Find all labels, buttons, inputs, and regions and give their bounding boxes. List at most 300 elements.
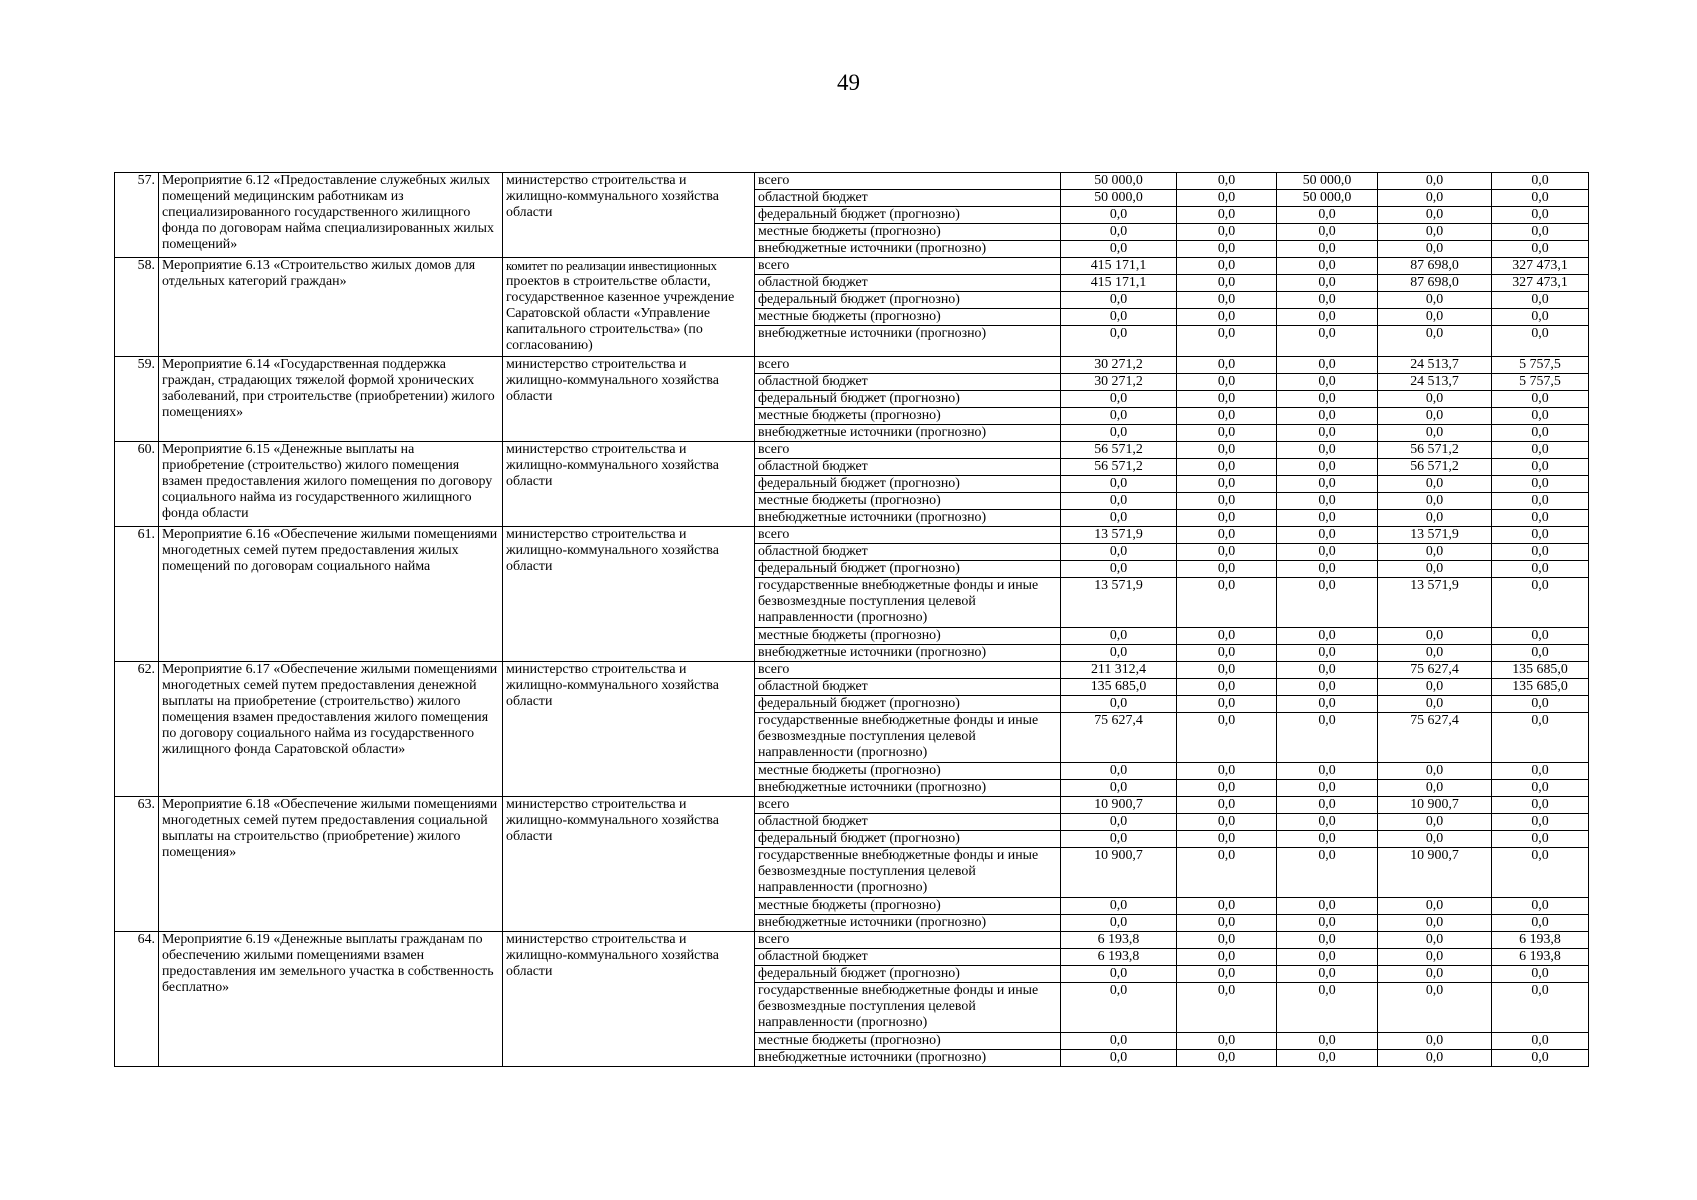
amount-cell: 0,0 — [1492, 713, 1589, 763]
amount-cell: 0,0 — [1277, 510, 1378, 527]
amount-cell: 13 571,9 — [1378, 578, 1492, 628]
amount-cell: 0,0 — [1492, 442, 1589, 459]
amount-cell: 327 473,1 — [1492, 275, 1589, 292]
amount-cell: 0,0 — [1177, 493, 1277, 510]
amount-cell: 0,0 — [1177, 326, 1277, 357]
amount-cell: 10 900,7 — [1378, 797, 1492, 814]
amount-cell: 0,0 — [1061, 561, 1177, 578]
amount-cell: 0,0 — [1061, 814, 1177, 831]
amount-cell: 0,0 — [1177, 408, 1277, 425]
executor-cell — [503, 173, 755, 258]
amount-cell: 211 312,4 — [1061, 662, 1177, 679]
amount-cell: 0,0 — [1177, 797, 1277, 814]
amount-cell: 0,0 — [1177, 1050, 1277, 1067]
amount-cell: 10 900,7 — [1378, 848, 1492, 898]
amount-cell: 50 000,0 — [1061, 173, 1177, 190]
program-activities-table — [114, 172, 1589, 1067]
amount-cell: 0,0 — [1378, 224, 1492, 241]
funding-source: государственные внебюджетные фонды и иные безвозмездные поступления целевой направленности (прогнозно) — [755, 713, 1061, 763]
amount-cell: 30 271,2 — [1061, 374, 1177, 391]
amount-cell: 6 193,8 — [1061, 932, 1177, 949]
amount-cell: 0,0 — [1378, 510, 1492, 527]
amount-cell: 0,0 — [1177, 309, 1277, 326]
amount-cell: 0,0 — [1492, 510, 1589, 527]
amount-cell: 0,0 — [1378, 696, 1492, 713]
amount-cell: 0,0 — [1277, 983, 1378, 1033]
amount-cell: 0,0 — [1378, 425, 1492, 442]
page-number: 49 — [837, 70, 860, 95]
amount-cell: 0,0 — [1177, 831, 1277, 848]
amount-cell: 0,0 — [1277, 814, 1378, 831]
amount-cell: 0,0 — [1277, 207, 1378, 224]
table-row — [115, 357, 1589, 374]
amount-cell: 0,0 — [1177, 848, 1277, 898]
amount-cell: 0,0 — [1177, 932, 1277, 949]
activity-name: Мероприятие 6.17 «Обеспечение жилыми помещениями многодетных семей путем предоставления денежной выплаты на приобретение (строительство) жилого помещения взамен предоставления жилого помещения по договору социального найма из государственного жилищного фонда Саратовской области» — [159, 662, 503, 797]
executor-text: проектов в строительстве области, государственное казенное учреждение Саратовской области «Управление капитального строительства» (по согласованию) — [506, 274, 735, 353]
funding-source: областной бюджет — [755, 679, 1061, 696]
amount-cell: 135 685,0 — [1492, 679, 1589, 696]
funding-source: внебюджетные источники (прогнозно) — [755, 425, 1061, 442]
amount-cell: 56 571,2 — [1378, 459, 1492, 476]
amount-cell: 0,0 — [1177, 814, 1277, 831]
amount-cell: 0,0 — [1378, 966, 1492, 983]
amount-cell: 0,0 — [1378, 292, 1492, 309]
amount-cell: 0,0 — [1492, 391, 1589, 408]
amount-cell: 0,0 — [1277, 797, 1378, 814]
amount-cell: 0,0 — [1492, 1033, 1589, 1050]
amount-cell: 0,0 — [1277, 374, 1378, 391]
amount-cell: 0,0 — [1277, 780, 1378, 797]
table-body — [115, 173, 1589, 1067]
amount-cell: 0,0 — [1492, 831, 1589, 848]
amount-cell: 0,0 — [1378, 391, 1492, 408]
funding-source: федеральный бюджет (прогнозно) — [755, 391, 1061, 408]
amount-cell: 13 571,9 — [1378, 527, 1492, 544]
funding-source: всего — [755, 527, 1061, 544]
funding-source: областной бюджет — [755, 459, 1061, 476]
amount-cell: 0,0 — [1492, 915, 1589, 932]
amount-cell: 75 627,4 — [1378, 713, 1492, 763]
amount-cell: 0,0 — [1061, 391, 1177, 408]
amount-cell: 0,0 — [1492, 241, 1589, 258]
row-number: 57. — [115, 173, 159, 258]
funding-source: всего — [755, 932, 1061, 949]
amount-cell: 0,0 — [1061, 763, 1177, 780]
funding-source: государственные внебюджетные фонды и иные безвозмездные поступления целевой направленности (прогнозно) — [755, 983, 1061, 1033]
executor-text: министерство строительства и жилищно-коммунального хозяйства области — [506, 442, 719, 489]
amount-cell: 0,0 — [1378, 983, 1492, 1033]
amount-cell: 0,0 — [1061, 645, 1177, 662]
amount-cell: 0,0 — [1378, 780, 1492, 797]
amount-cell: 0,0 — [1492, 578, 1589, 628]
funding-source: всего — [755, 442, 1061, 459]
amount-cell: 0,0 — [1277, 408, 1378, 425]
row-number: 58. — [115, 258, 159, 357]
funding-source: государственные внебюджетные фонды и иные безвозмездные поступления целевой направленности (прогнозно) — [755, 578, 1061, 628]
amount-cell: 0,0 — [1061, 628, 1177, 645]
amount-cell: 0,0 — [1177, 983, 1277, 1033]
amount-cell: 0,0 — [1277, 763, 1378, 780]
amount-cell: 0,0 — [1277, 578, 1378, 628]
executor-cell — [503, 527, 755, 662]
funding-source: местные бюджеты (прогнозно) — [755, 628, 1061, 645]
amount-cell: 0,0 — [1378, 763, 1492, 780]
amount-cell: 0,0 — [1378, 831, 1492, 848]
funding-source: федеральный бюджет (прогнозно) — [755, 292, 1061, 309]
amount-cell: 0,0 — [1277, 831, 1378, 848]
amount-cell: 0,0 — [1277, 898, 1378, 915]
amount-cell: 0,0 — [1378, 207, 1492, 224]
amount-cell: 0,0 — [1492, 628, 1589, 645]
amount-cell: 56 571,2 — [1061, 442, 1177, 459]
amount-cell: 0,0 — [1492, 848, 1589, 898]
amount-cell: 30 271,2 — [1061, 357, 1177, 374]
amount-cell: 50 000,0 — [1277, 173, 1378, 190]
amount-cell: 50 000,0 — [1061, 190, 1177, 207]
amount-cell: 0,0 — [1378, 679, 1492, 696]
amount-cell: 13 571,9 — [1061, 527, 1177, 544]
funding-source: внебюджетные источники (прогнозно) — [755, 915, 1061, 932]
executor-cell — [503, 442, 755, 527]
amount-cell: 0,0 — [1492, 696, 1589, 713]
amount-cell: 0,0 — [1378, 309, 1492, 326]
amount-cell: 0,0 — [1492, 983, 1589, 1033]
amount-cell: 0,0 — [1277, 949, 1378, 966]
amount-cell: 0,0 — [1492, 527, 1589, 544]
amount-cell: 0,0 — [1378, 932, 1492, 949]
amount-cell: 0,0 — [1492, 544, 1589, 561]
amount-cell: 0,0 — [1277, 241, 1378, 258]
amount-cell: 0,0 — [1277, 696, 1378, 713]
amount-cell: 0,0 — [1061, 309, 1177, 326]
funding-source: местные бюджеты (прогнозно) — [755, 898, 1061, 915]
funding-source: областной бюджет — [755, 190, 1061, 207]
funding-source: областной бюджет — [755, 275, 1061, 292]
amount-cell: 0,0 — [1378, 915, 1492, 932]
amount-cell: 415 171,1 — [1061, 275, 1177, 292]
amount-cell: 0,0 — [1177, 442, 1277, 459]
amount-cell: 0,0 — [1378, 898, 1492, 915]
amount-cell: 0,0 — [1061, 425, 1177, 442]
funding-source: областной бюджет — [755, 949, 1061, 966]
amount-cell: 5 757,5 — [1492, 374, 1589, 391]
amount-cell: 0,0 — [1277, 442, 1378, 459]
row-number: 60. — [115, 442, 159, 527]
executor-cell — [503, 797, 755, 932]
executor-text: министерство строительства и жилищно-коммунального хозяйства области — [506, 173, 719, 220]
funding-source: местные бюджеты (прогнозно) — [755, 309, 1061, 326]
amount-cell: 0,0 — [1177, 224, 1277, 241]
amount-cell: 0,0 — [1177, 561, 1277, 578]
amount-cell: 0,0 — [1277, 966, 1378, 983]
amount-cell: 0,0 — [1277, 275, 1378, 292]
amount-cell: 0,0 — [1061, 510, 1177, 527]
amount-cell: 0,0 — [1177, 1033, 1277, 1050]
executor-text: министерство строительства и жилищно-коммунального хозяйства области — [506, 662, 719, 709]
executor-cell — [503, 258, 755, 357]
amount-cell: 0,0 — [1061, 780, 1177, 797]
amount-cell: 415 171,1 — [1061, 258, 1177, 275]
funding-source: местные бюджеты (прогнозно) — [755, 493, 1061, 510]
amount-cell: 0,0 — [1378, 1033, 1492, 1050]
table-row — [115, 797, 1589, 814]
table-row — [115, 442, 1589, 459]
amount-cell: 0,0 — [1277, 476, 1378, 493]
funding-source: всего — [755, 258, 1061, 275]
amount-cell: 0,0 — [1177, 966, 1277, 983]
amount-cell: 6 193,8 — [1492, 932, 1589, 949]
amount-cell: 6 193,8 — [1492, 949, 1589, 966]
amount-cell: 0,0 — [1177, 357, 1277, 374]
amount-cell: 0,0 — [1061, 476, 1177, 493]
amount-cell: 0,0 — [1277, 544, 1378, 561]
amount-cell: 87 698,0 — [1378, 258, 1492, 275]
amount-cell: 0,0 — [1492, 797, 1589, 814]
funding-source: областной бюджет — [755, 814, 1061, 831]
funding-source: местные бюджеты (прогнозно) — [755, 408, 1061, 425]
amount-cell: 0,0 — [1378, 628, 1492, 645]
amount-cell: 0,0 — [1177, 645, 1277, 662]
amount-cell: 0,0 — [1277, 309, 1378, 326]
amount-cell: 0,0 — [1177, 713, 1277, 763]
amount-cell: 0,0 — [1177, 425, 1277, 442]
amount-cell: 0,0 — [1492, 561, 1589, 578]
amount-cell: 0,0 — [1492, 224, 1589, 241]
amount-cell: 24 513,7 — [1378, 374, 1492, 391]
activity-name: Мероприятие 6.13 «Строительство жилых домов для отдельных категорий граждан» — [159, 258, 503, 357]
amount-cell: 0,0 — [1492, 459, 1589, 476]
table-row — [115, 527, 1589, 544]
amount-cell: 0,0 — [1177, 527, 1277, 544]
amount-cell: 0,0 — [1492, 292, 1589, 309]
amount-cell: 0,0 — [1061, 898, 1177, 915]
amount-cell: 0,0 — [1277, 459, 1378, 476]
amount-cell: 0,0 — [1061, 544, 1177, 561]
amount-cell: 0,0 — [1177, 780, 1277, 797]
amount-cell: 0,0 — [1492, 814, 1589, 831]
funding-source: местные бюджеты (прогнозно) — [755, 763, 1061, 780]
executor-cell — [503, 357, 755, 442]
amount-cell: 0,0 — [1177, 275, 1277, 292]
executor-cell — [503, 932, 755, 1067]
amount-cell: 0,0 — [1378, 326, 1492, 357]
amount-cell: 0,0 — [1492, 966, 1589, 983]
funding-source: всего — [755, 357, 1061, 374]
amount-cell: 0,0 — [1277, 713, 1378, 763]
amount-cell: 0,0 — [1492, 408, 1589, 425]
amount-cell: 0,0 — [1378, 949, 1492, 966]
table-row — [115, 173, 1589, 190]
amount-cell: 0,0 — [1177, 662, 1277, 679]
amount-cell: 0,0 — [1177, 578, 1277, 628]
amount-cell: 0,0 — [1061, 1033, 1177, 1050]
amount-cell: 0,0 — [1277, 848, 1378, 898]
amount-cell: 0,0 — [1492, 763, 1589, 780]
amount-cell: 0,0 — [1378, 544, 1492, 561]
amount-cell: 75 627,4 — [1378, 662, 1492, 679]
amount-cell: 0,0 — [1061, 696, 1177, 713]
executor-first-line: комитет по реализации инвестиционных — [506, 259, 717, 273]
amount-cell: 0,0 — [1061, 493, 1177, 510]
amount-cell: 0,0 — [1277, 493, 1378, 510]
amount-cell: 0,0 — [1378, 561, 1492, 578]
funding-source: государственные внебюджетные фонды и иные безвозмездные поступления целевой направленности (прогнозно) — [755, 848, 1061, 898]
amount-cell: 135 685,0 — [1061, 679, 1177, 696]
amount-cell: 0,0 — [1492, 898, 1589, 915]
amount-cell: 0,0 — [1061, 966, 1177, 983]
amount-cell: 0,0 — [1177, 915, 1277, 932]
row-number: 62. — [115, 662, 159, 797]
amount-cell: 0,0 — [1061, 915, 1177, 932]
amount-cell: 0,0 — [1492, 190, 1589, 207]
amount-cell: 0,0 — [1492, 326, 1589, 357]
activity-name: Мероприятие 6.18 «Обеспечение жилыми помещениями многодетных семей путем предоставления социальной выплаты на строительство (приобретение) жилого помещения» — [159, 797, 503, 932]
amount-cell: 0,0 — [1492, 476, 1589, 493]
amount-cell: 0,0 — [1277, 326, 1378, 357]
amount-cell: 0,0 — [1061, 1050, 1177, 1067]
amount-cell: 0,0 — [1177, 258, 1277, 275]
amount-cell: 0,0 — [1061, 326, 1177, 357]
amount-cell: 0,0 — [1492, 207, 1589, 224]
amount-cell: 0,0 — [1277, 527, 1378, 544]
funding-source: всего — [755, 797, 1061, 814]
amount-cell: 0,0 — [1277, 932, 1378, 949]
amount-cell: 0,0 — [1177, 374, 1277, 391]
amount-cell: 87 698,0 — [1378, 275, 1492, 292]
amount-cell: 0,0 — [1177, 628, 1277, 645]
amount-cell: 0,0 — [1277, 258, 1378, 275]
amount-cell: 0,0 — [1277, 224, 1378, 241]
amount-cell: 0,0 — [1277, 357, 1378, 374]
amount-cell: 327 473,1 — [1492, 258, 1589, 275]
funding-source: федеральный бюджет (прогнозно) — [755, 207, 1061, 224]
row-number: 59. — [115, 357, 159, 442]
amount-cell: 24 513,7 — [1378, 357, 1492, 374]
amount-cell: 0,0 — [1277, 915, 1378, 932]
amount-cell: 0,0 — [1378, 493, 1492, 510]
amount-cell: 0,0 — [1061, 207, 1177, 224]
amount-cell: 0,0 — [1061, 983, 1177, 1033]
amount-cell: 0,0 — [1061, 292, 1177, 309]
executor-text: министерство строительства и жилищно-коммунального хозяйства области — [506, 797, 719, 844]
amount-cell: 0,0 — [1061, 224, 1177, 241]
amount-cell: 0,0 — [1277, 561, 1378, 578]
amount-cell: 0,0 — [1492, 493, 1589, 510]
activity-name: Мероприятие 6.12 «Предоставление служебных жилых помещений медицинским работникам из специализированного государственного жилищного фонда по договорам найма специализированных жилых помещений» — [159, 173, 503, 258]
table-row — [115, 258, 1589, 275]
row-number: 63. — [115, 797, 159, 932]
amount-cell: 0,0 — [1177, 391, 1277, 408]
funding-source: местные бюджеты (прогнозно) — [755, 224, 1061, 241]
funding-source: федеральный бюджет (прогнозно) — [755, 476, 1061, 493]
funding-source: областной бюджет — [755, 544, 1061, 561]
amount-cell: 0,0 — [1378, 814, 1492, 831]
funding-source: областной бюджет — [755, 374, 1061, 391]
amount-cell: 75 627,4 — [1061, 713, 1177, 763]
amount-cell: 0,0 — [1277, 662, 1378, 679]
amount-cell: 0,0 — [1277, 292, 1378, 309]
amount-cell: 0,0 — [1061, 408, 1177, 425]
amount-cell: 0,0 — [1492, 780, 1589, 797]
funding-source: внебюджетные источники (прогнозно) — [755, 510, 1061, 527]
amount-cell: 0,0 — [1277, 645, 1378, 662]
amount-cell: 0,0 — [1177, 207, 1277, 224]
amount-cell: 0,0 — [1277, 1033, 1378, 1050]
funding-source: внебюджетные источники (прогнозно) — [755, 780, 1061, 797]
activity-name: Мероприятие 6.14 «Государственная поддержка граждан, страдающих тяжелой формой хронических заболеваний, при строительстве (приобретении) жилого помещениях» — [159, 357, 503, 442]
amount-cell: 0,0 — [1492, 1050, 1589, 1067]
funding-source: федеральный бюджет (прогнозно) — [755, 831, 1061, 848]
amount-cell: 0,0 — [1492, 425, 1589, 442]
amount-cell: 0,0 — [1177, 949, 1277, 966]
table-row — [115, 662, 1589, 679]
amount-cell: 0,0 — [1378, 476, 1492, 493]
amount-cell: 56 571,2 — [1061, 459, 1177, 476]
amount-cell: 0,0 — [1061, 831, 1177, 848]
amount-cell: 0,0 — [1177, 241, 1277, 258]
activity-name: Мероприятие 6.16 «Обеспечение жилыми помещениями многодетных семей путем предоставления жилых помещений по договорам социального найма — [159, 527, 503, 662]
funding-source: федеральный бюджет (прогнозно) — [755, 966, 1061, 983]
amount-cell: 0,0 — [1277, 425, 1378, 442]
executor-text: министерство строительства и жилищно-коммунального хозяйства области — [506, 932, 719, 979]
amount-cell: 0,0 — [1277, 391, 1378, 408]
funding-source: федеральный бюджет (прогнозно) — [755, 696, 1061, 713]
amount-cell: 0,0 — [1177, 898, 1277, 915]
funding-source: федеральный бюджет (прогнозно) — [755, 561, 1061, 578]
amount-cell: 56 571,2 — [1378, 442, 1492, 459]
executor-cell — [503, 662, 755, 797]
executor-text: министерство строительства и жилищно-коммунального хозяйства области — [506, 357, 719, 404]
amount-cell: 0,0 — [1177, 476, 1277, 493]
amount-cell: 0,0 — [1492, 173, 1589, 190]
amount-cell: 0,0 — [1177, 679, 1277, 696]
amount-cell: 0,0 — [1061, 241, 1177, 258]
funding-source: внебюджетные источники (прогнозно) — [755, 645, 1061, 662]
amount-cell: 0,0 — [1378, 241, 1492, 258]
funding-source: всего — [755, 173, 1061, 190]
amount-cell: 0,0 — [1378, 1050, 1492, 1067]
funding-source: всего — [755, 662, 1061, 679]
funding-source: внебюджетные источники (прогнозно) — [755, 241, 1061, 258]
executor-text: министерство строительства и жилищно-коммунального хозяйства области — [506, 527, 719, 574]
amount-cell: 135 685,0 — [1492, 662, 1589, 679]
amount-cell: 0,0 — [1378, 190, 1492, 207]
amount-cell: 13 571,9 — [1061, 578, 1177, 628]
funding-source: местные бюджеты (прогнозно) — [755, 1033, 1061, 1050]
activity-name: Мероприятие 6.19 «Денежные выплаты гражданам по обеспечению жилыми помещениями взамен предоставления им земельного участка в собственность бесплатно» — [159, 932, 503, 1067]
amount-cell: 0,0 — [1177, 696, 1277, 713]
amount-cell: 0,0 — [1177, 190, 1277, 207]
funding-source: внебюджетные источники (прогнозно) — [755, 1050, 1061, 1067]
amount-cell: 0,0 — [1177, 544, 1277, 561]
amount-cell: 0,0 — [1378, 645, 1492, 662]
amount-cell: 0,0 — [1378, 173, 1492, 190]
amount-cell: 6 193,8 — [1061, 949, 1177, 966]
amount-cell: 0,0 — [1492, 645, 1589, 662]
funding-source: внебюджетные источники (прогнозно) — [755, 326, 1061, 357]
amount-cell: 0,0 — [1177, 292, 1277, 309]
row-number: 61. — [115, 527, 159, 662]
amount-cell: 0,0 — [1492, 309, 1589, 326]
amount-cell: 0,0 — [1378, 408, 1492, 425]
amount-cell: 0,0 — [1277, 1050, 1378, 1067]
amount-cell: 0,0 — [1177, 173, 1277, 190]
amount-cell: 5 757,5 — [1492, 357, 1589, 374]
amount-cell: 0,0 — [1277, 679, 1378, 696]
amount-cell: 10 900,7 — [1061, 797, 1177, 814]
amount-cell: 0,0 — [1277, 628, 1378, 645]
